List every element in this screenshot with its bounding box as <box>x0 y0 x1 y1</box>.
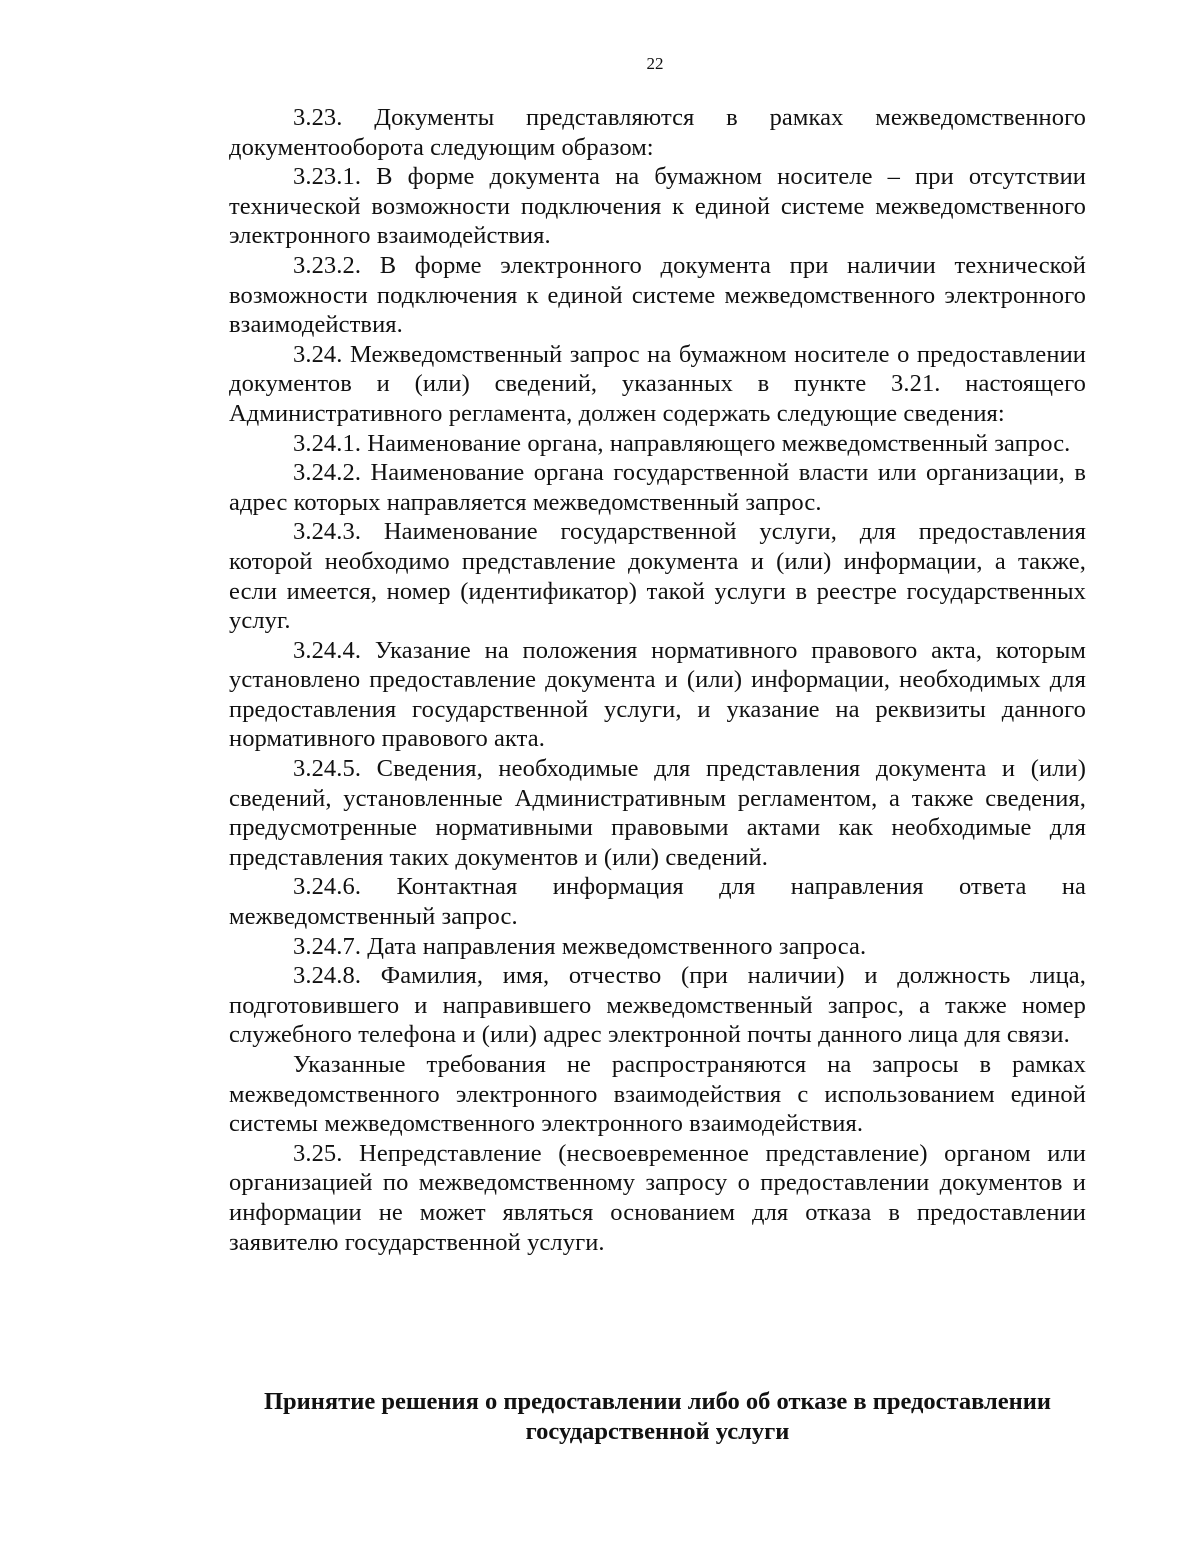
section-heading: Принятие решения о предоставлении либо об отказе в предоставлении государственной услуги <box>264 1388 1051 1445</box>
paragraph-3-24-1: 3.24.1. Наименование органа, направляющего межведомственный запрос. <box>293 429 1071 457</box>
paragraph-3-23: 3.23. Документы представляются в рамках межведомственного документооборота следующим образом: <box>229 104 1086 161</box>
paragraph-3-25: 3.25. Непредставление (несвоевременное представление) органом или организацией по межведомственному запросу о предоставлении документов и информации не может являться основанием для отказа в предоставлении заявителю государственной услуги. <box>229 1139 1086 1256</box>
paragraph-3-23-1: 3.23.1. В форме документа на бумажном носителе – при отсутствии технической возможности подключения к единой системе межведомственного электронного взаимодействия. <box>229 163 1086 250</box>
document-body <box>229 103 1086 1257</box>
paragraph-3-24-7: 3.24.7. Дата направления межведомственного запроса. <box>293 932 867 960</box>
paragraph-3-24-4: 3.24.4. Указание на положения нормативного правового акта, которым установлено предоставление документа и (или) информации, необходимых для предоставления государственной услуги, и указание на реквизиты данного нормативного правового акта. <box>229 636 1086 753</box>
paragraph-3-24-5: 3.24.5. Сведения, необходимые для представления документа и (или) сведений, установленные Административным регламентом, а также сведения, предусмотренные нормативными правовыми актами как необходимые для представления таких документов и (или) сведений. <box>229 755 1086 871</box>
page-number: 22 <box>646 54 664 73</box>
paragraph-3-24: 3.24. Межведомственный запрос на бумажном носителе о предоставлении документов и (или) сведений, указанных в пункте 3.21. настоящего Административного регламента, должен содержать следующие сведения: <box>229 340 1086 427</box>
paragraph-note: Указанные требования не распространяются на запросы в рамках межведомственного электронного взаимодействия с использованием единой системы межведомственного электронного взаимодействия. <box>229 1051 1086 1138</box>
paragraph-3-24-6: 3.24.6. Контактная информация для направления ответа на межведомственный запрос. <box>229 873 1086 931</box>
paragraph-3-24-8: 3.24.8. Фамилия, имя, отчество (при наличии) и должность лица, подготовившего и направившего межведомственный запрос, а также номер служебного телефона и (или) адрес электронной почты данного лица для связи. <box>229 962 1086 1049</box>
paragraph-3-23-2: 3.23.2. В форме электронного документа при наличии технической возможности подключения к единой системе межведомственного электронного взаимодействия. <box>229 251 1086 339</box>
paragraph-3-24-2: 3.24.2. Наименование органа государственной власти или организации, в адрес которых направляется межведомственный запрос. <box>229 459 1086 516</box>
paragraph-3-24-3: 3.24.3. Наименование государственной услуги, для предоставления которой необходимо представление документа и (или) информации, а также, если имеется, номер (идентификатор) такой услуги в реестре государственных услуг. <box>229 518 1086 635</box>
